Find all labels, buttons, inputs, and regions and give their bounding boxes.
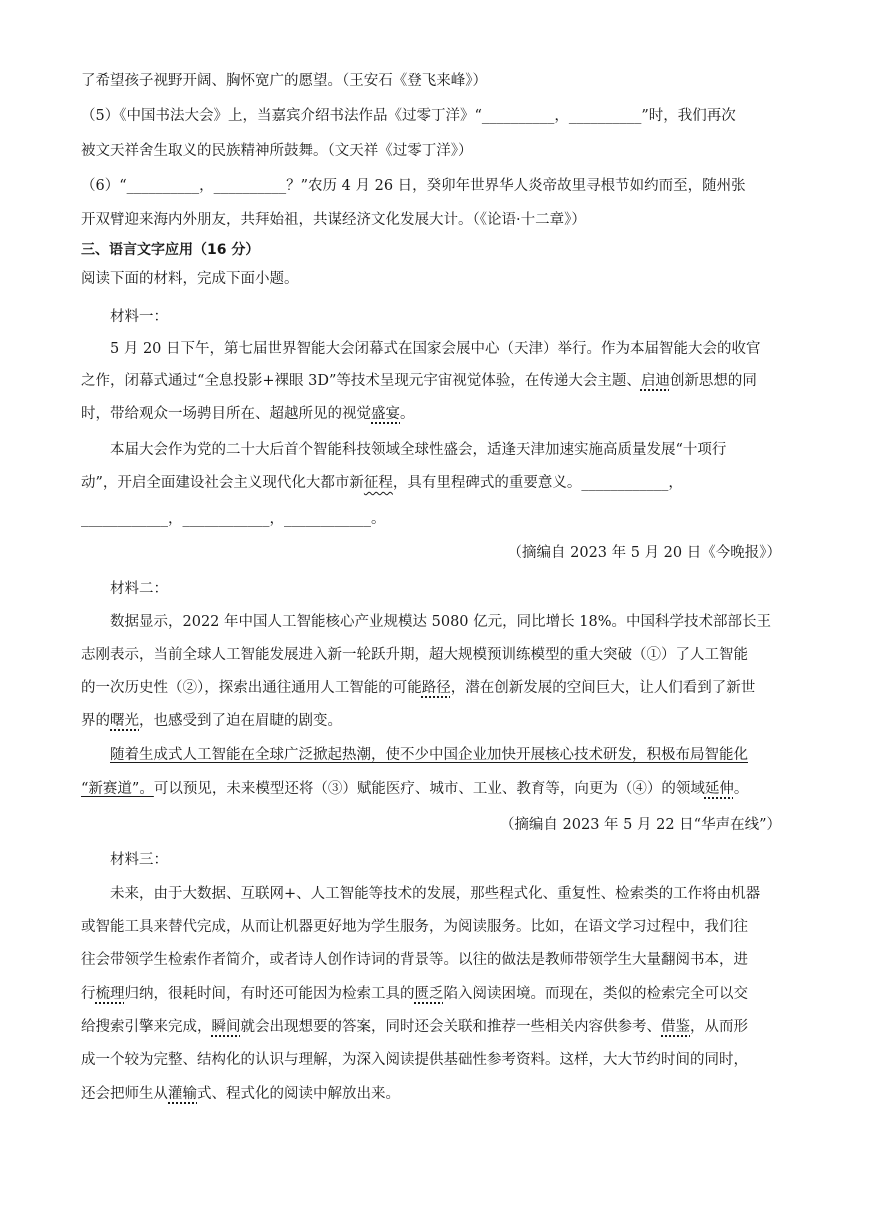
marked-word: 延伸 <box>704 781 734 797</box>
text-line: 往会带领学生检索作者简介，或者诗人创作诗词的背景等。以往的做法是教师带领学生大量翻阅书本，进 <box>81 952 748 968</box>
material-1-title: 材料一： <box>110 309 168 325</box>
text-line: 被文天祥舍生取义的民族精神所鼓舞。（文天祥《过零丁洋》） <box>81 143 473 159</box>
marked-word: 瞬间 <box>211 1019 241 1035</box>
text-line: 的一次历史性（②），探索出通往通用人工智能的可能路径，潜在创新发展的空间巨大，让人们看到了新世 <box>81 680 756 696</box>
text-line: 成一个较为完整、结构化的认识与理解，为深入阅读提供基础性参考资料。这样，大大节约时间的同时， <box>81 1052 748 1068</box>
source-citation: （摘编自 2023 年 5 月 22 日“华声在线”） <box>499 817 781 833</box>
marked-word: 启迪 <box>640 373 670 389</box>
text-line: 动”，开启全面建设社会主义现代化大都市新征程，具有里程碑式的重要意义。____________， <box>81 475 683 491</box>
source-citation: （摘编自 2023 年 5 月 20 日《今晚报》） <box>507 545 781 561</box>
text-line: （5）《中国书法大会》上，当嘉宾介绍书法作品《过零丁洋》“__________，__________”时，我们再次 <box>81 108 736 124</box>
text-line: 5 月 20 日下午，第七届世界智能大会闭幕式在国家会展中心（天津）举行。作为本届智能大会的收官 <box>110 341 761 357</box>
text-line: 时，带给观众一场骋目所在、超越所见的视觉盛宴。 <box>81 406 415 422</box>
marked-word: 盛宴 <box>371 406 400 422</box>
material-3-title: 材料三： <box>110 852 168 868</box>
text-line: 给搜索引擎来完成，瞬间就会出现想要的答案，同时还会关联和推荐一些相关内容供参考、借鉴，从而形 <box>81 1019 748 1035</box>
marked-word: 匮乏 <box>414 986 444 1002</box>
text-line: 行梳理归纳，很耗时间，有时还可能因为检索工具的匮乏陷入阅读困境。而现在，类似的检索完全可以交 <box>81 986 748 1002</box>
text-line: 界的曙光，也感受到了迫在眉睫的剧变。 <box>81 713 342 729</box>
material-2-title: 材料二： <box>110 581 168 597</box>
text-line: 或智能工具来替代完成，从而让机器更好地为学生服务，为阅读服务。比如，在语文学习过程中，我们往 <box>81 919 748 935</box>
marked-word: 征程 <box>363 475 393 491</box>
underlined-sentence: 随着生成式人工智能在全球广泛掀起热潮，使不少中国企业加快开展核心技术研发，积极布局智能化 <box>110 747 748 763</box>
instruction-text: 阅读下面的材料，完成下面小题。 <box>81 271 299 287</box>
underlined-sentence-end: “新赛道”。 <box>81 781 154 797</box>
text-line: （6）“__________，__________？”农历 4 月 26 日，癸卯年世界华人炎帝故里寻根节如约而至，随州张 <box>81 178 746 194</box>
answer-blanks: ____________，____________，____________。 <box>81 511 386 527</box>
text-line: 未来，由于大数据、互联网+、人工智能等技术的发展，那些程式化、重复性、检索类的工作将由机器 <box>110 886 761 902</box>
text-line: 了希望孩子视野开阔、胸怀宽广的愿望。（王安石《登飞来峰》） <box>81 73 487 89</box>
text-line: 之作，闭幕式通过“全息投影+裸眼 3D”等技术呈现元宇宙视觉体验，在传递大会主题、启迪创新思想的同 <box>81 373 757 389</box>
section-heading: 三、语言文字应用（16 分） <box>81 242 260 258</box>
text-line: 开双臂迎来海内外朋友，共拜始祖，共谋经济文化发展大计。（《论语·十二章》） <box>81 212 586 228</box>
marked-word: 灌输 <box>168 1086 197 1102</box>
text-line: 数据显示，2022 年中国人工智能核心产业规模达 5080 亿元，同比增长 18%。中国科学技术部部长王 <box>110 614 771 630</box>
marked-word: 借鉴 <box>661 1019 690 1035</box>
text-line: 还会把师生从灌输式、程式化的阅读中解放出来。 <box>81 1086 400 1102</box>
text-line: “新赛道”。可以预见，未来模型还将（③）赋能医疗、城市、工业、教育等，向更为（④）的领域延伸。 <box>81 781 749 797</box>
marked-word: 曙光 <box>110 713 139 729</box>
marked-word: 路径 <box>421 680 451 696</box>
text-line: 本届大会作为党的二十大后首个智能科技领域全球性盛会，适逢天津加速实施高质量发展“十项行 <box>110 442 727 458</box>
marked-word: 梳理 <box>95 986 125 1002</box>
text-line: 志刚表示，当前全球人工智能发展进入新一轮跃升期，超大规模预训练模型的重大突破（①）了人工智能 <box>81 647 748 663</box>
